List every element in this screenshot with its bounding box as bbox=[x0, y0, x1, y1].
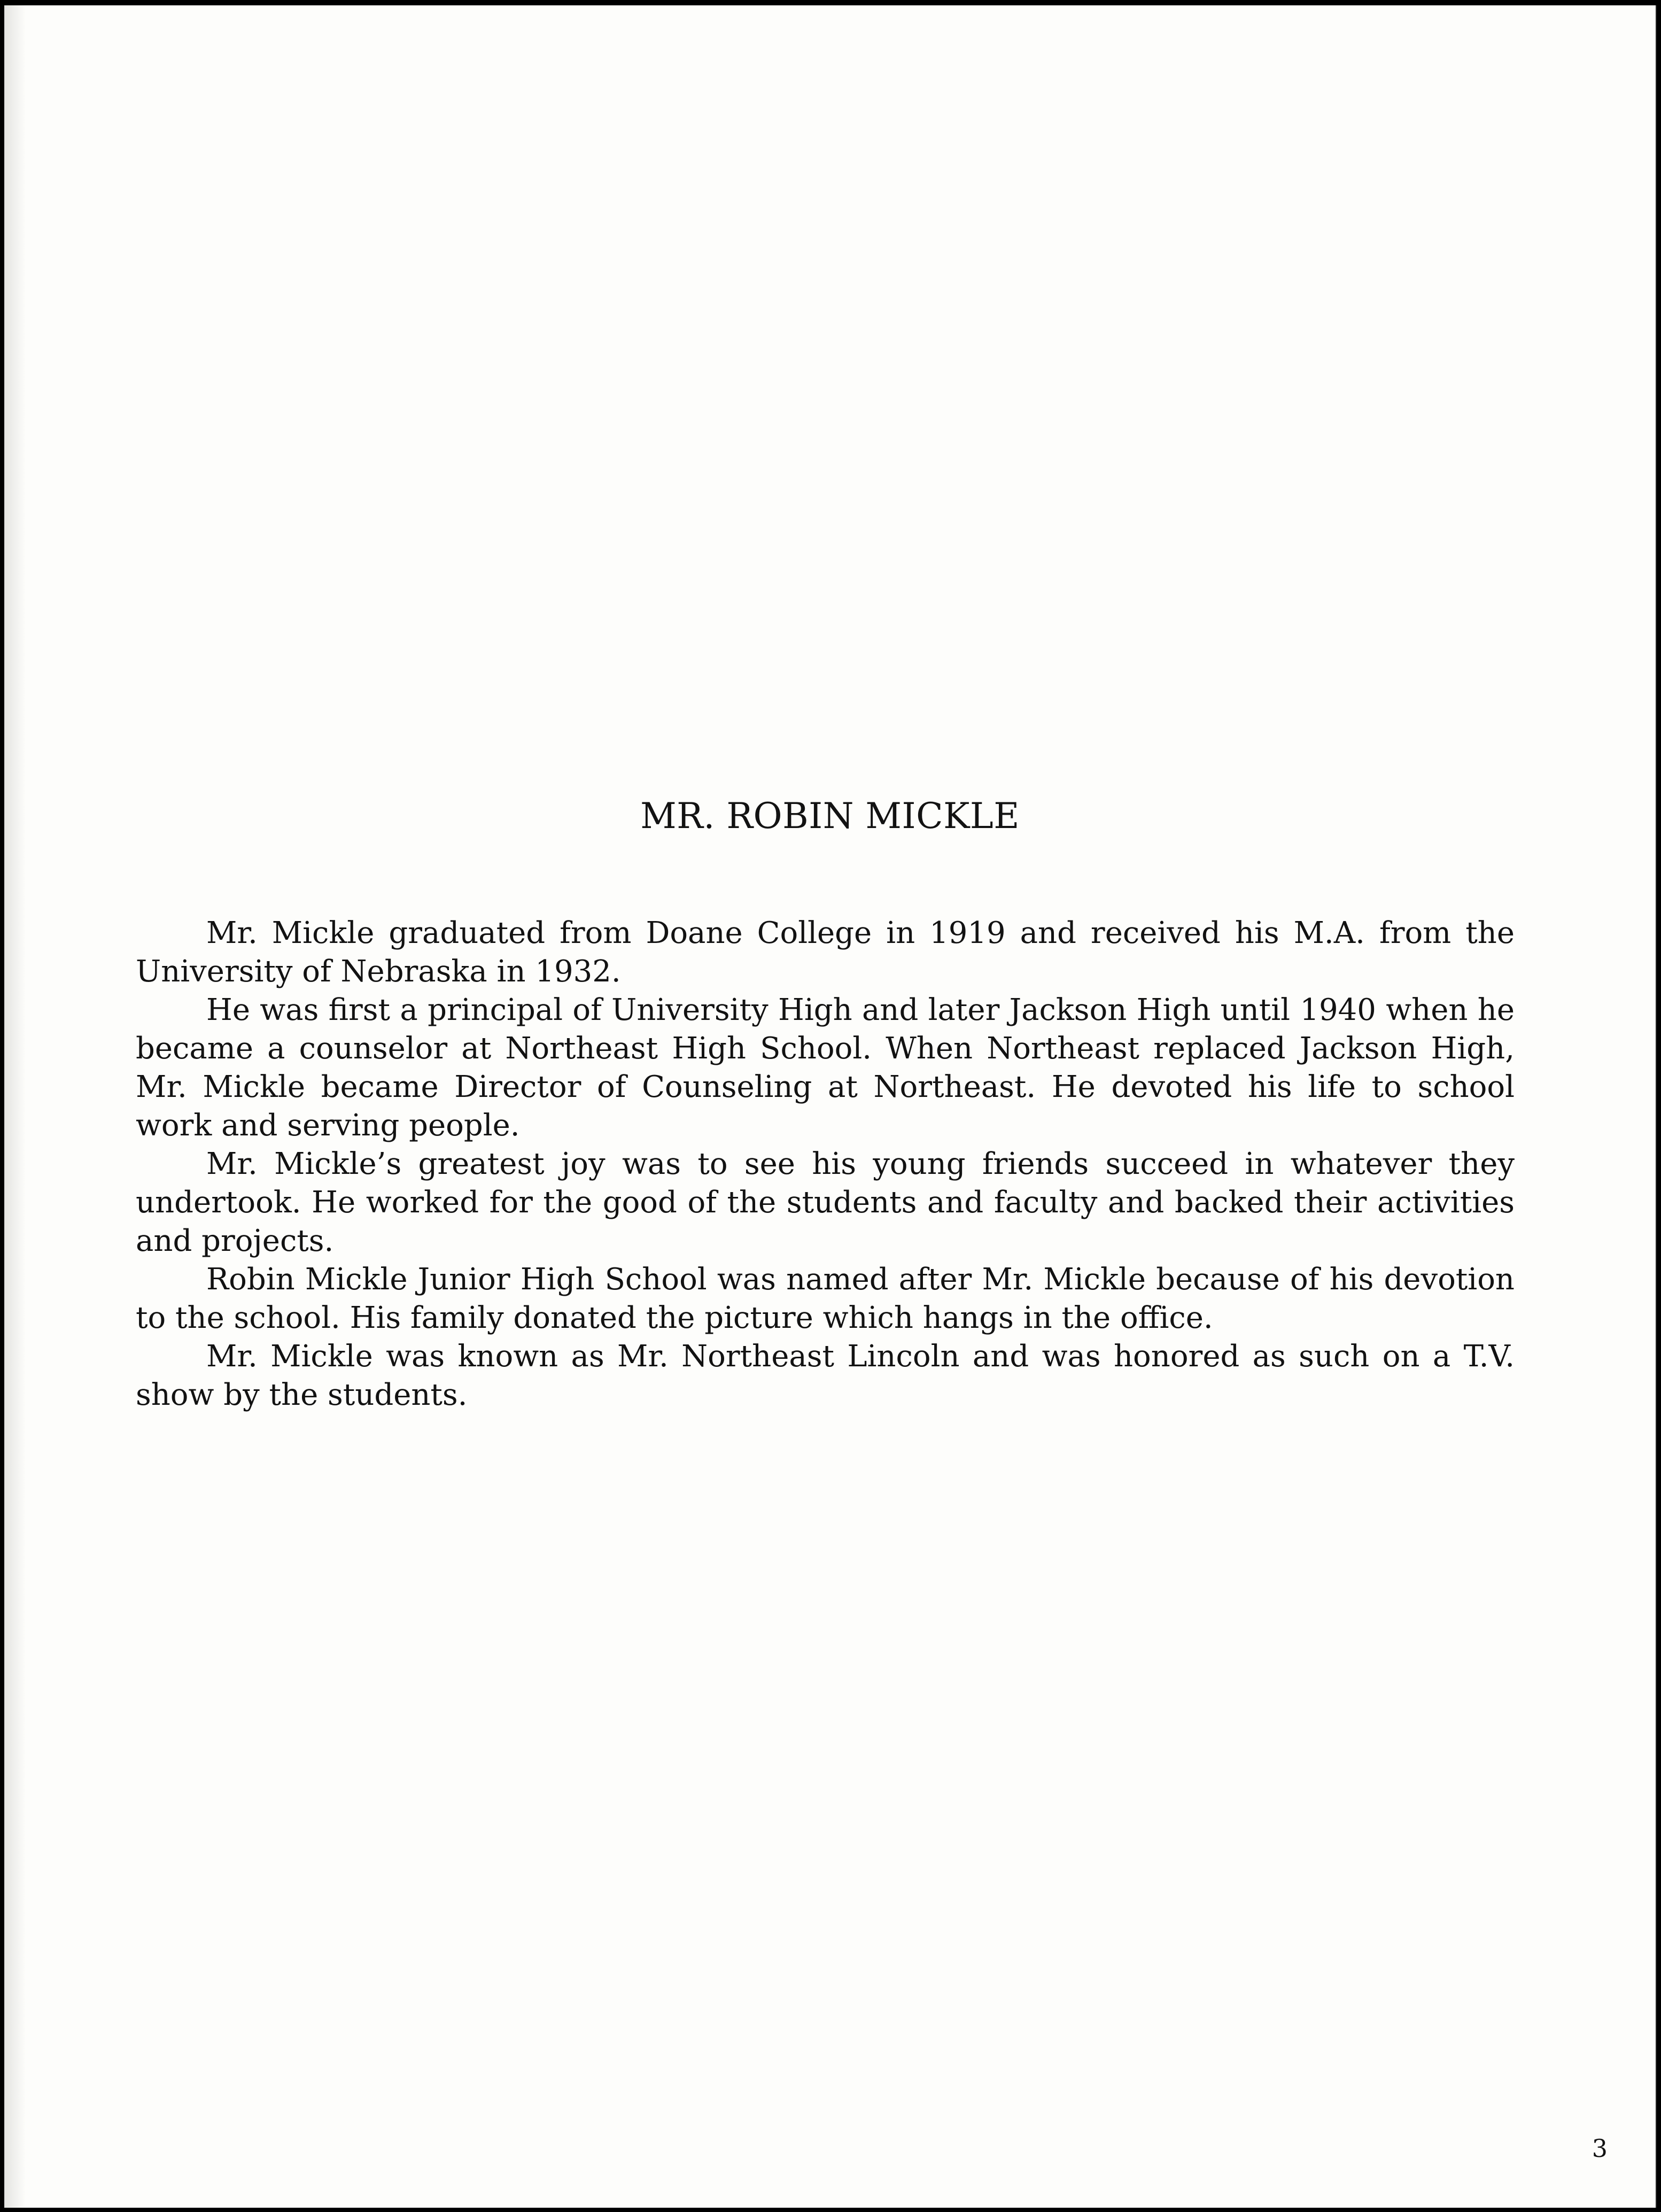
page-number: 3 bbox=[1592, 2134, 1608, 2163]
paragraph-school-naming: Robin Mickle Junior High School was named after Mr. Mickle because of his devotion to the school. His family donated the picture which hangs in the office. bbox=[136, 1262, 1515, 1335]
document-page bbox=[4, 5, 1657, 2208]
paragraph-honor: Mr. Mickle was known as Mr. Northeast Lincoln and was honored as such on a T.V. show by the students. bbox=[136, 1339, 1515, 1412]
paragraph-joy: Mr. Mickle’s greatest joy was to see his young friends succeed in whatever they undertook. He worked for the good of the students and faculty and backed their activities and projects. bbox=[136, 1147, 1515, 1258]
page-title: MR. ROBIN MICKLE bbox=[640, 795, 1020, 837]
paragraph-career: He was first a principal of University High and later Jackson High until 1940 when he became a counselor at Northeast High School. When Northeast replaced Jackson High, Mr. Mickle became Director of Counseling at Northeast. He devoted his life to school work and serving people. bbox=[136, 993, 1515, 1143]
page-edge-shadow bbox=[4, 5, 26, 2208]
body-text bbox=[136, 914, 1515, 1414]
paragraph-education: Mr. Mickle graduated from Doane College in 1919 and received his M.A. from the University of Nebraska in 1932. bbox=[136, 916, 1515, 989]
